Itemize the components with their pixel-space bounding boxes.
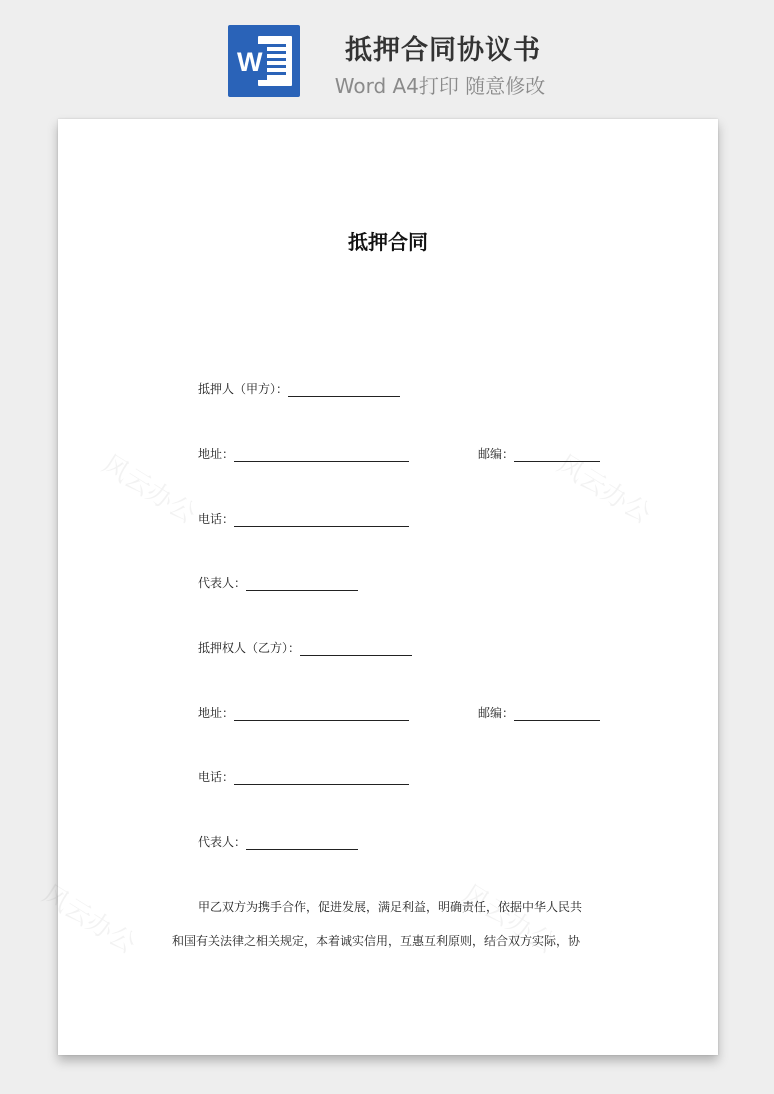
party-a-address-field[interactable] <box>198 446 409 462</box>
phone-label: 电话： <box>198 770 235 784</box>
mortgagee-label: 抵押权人（乙方）： <box>198 641 301 655</box>
watermark: 风云办公 <box>96 449 201 530</box>
party-b-phone-field[interactable] <box>198 769 409 785</box>
word-logo-letter: W <box>237 44 267 80</box>
mortgagor-field[interactable] <box>198 381 400 397</box>
address-blank[interactable] <box>234 708 409 721</box>
party-a-phone-field[interactable] <box>198 511 409 527</box>
representative-blank[interactable] <box>246 578 358 591</box>
word-app-icon <box>228 25 300 97</box>
phone-blank[interactable] <box>234 772 409 785</box>
party-a-postcode-field[interactable] <box>478 446 600 462</box>
party-a-representative-field[interactable] <box>198 575 358 591</box>
banner-title: 抵押合同协议书 <box>345 35 541 66</box>
mortgagee-blank[interactable] <box>300 643 412 656</box>
address-blank[interactable] <box>234 449 409 462</box>
representative-label: 代表人： <box>198 835 247 849</box>
postcode-label: 邮编： <box>478 706 515 720</box>
watermark: 风云办公 <box>551 449 656 530</box>
document-page <box>36 119 718 1055</box>
mortgagee-field[interactable] <box>198 640 412 656</box>
watermark: 风云办公 <box>456 879 561 960</box>
postcode-blank[interactable] <box>514 449 600 462</box>
phone-label: 电话： <box>198 512 235 526</box>
address-label: 地址： <box>198 706 235 720</box>
postcode-blank[interactable] <box>514 708 600 721</box>
representative-blank[interactable] <box>246 837 358 850</box>
preamble-line-2: 和国有关法律之相关规定，本着诚实信用，互惠互利原则，结合双方实际，协 <box>172 934 581 948</box>
party-b-postcode-field[interactable] <box>478 705 600 721</box>
banner-subtitle: Word A4打印 随意修改 <box>334 74 546 98</box>
address-label: 地址： <box>198 447 235 461</box>
watermark: 风云办公 <box>36 879 141 960</box>
mortgagor-label: 抵押人（甲方）： <box>198 382 289 396</box>
contract-preamble <box>172 899 598 949</box>
mortgagor-blank[interactable] <box>288 384 400 397</box>
phone-blank[interactable] <box>234 514 409 527</box>
party-b-representative-field[interactable] <box>198 834 358 850</box>
header-banner <box>0 0 774 112</box>
preamble-line-1: 甲乙双方为携手合作，促进发展，满足利益，明确责任，依据中华人民共 <box>198 900 583 914</box>
postcode-label: 邮编： <box>478 447 515 461</box>
document-title: 抵押合同 <box>348 230 428 254</box>
party-b-address-field[interactable] <box>198 705 409 721</box>
representative-label: 代表人： <box>198 576 247 590</box>
